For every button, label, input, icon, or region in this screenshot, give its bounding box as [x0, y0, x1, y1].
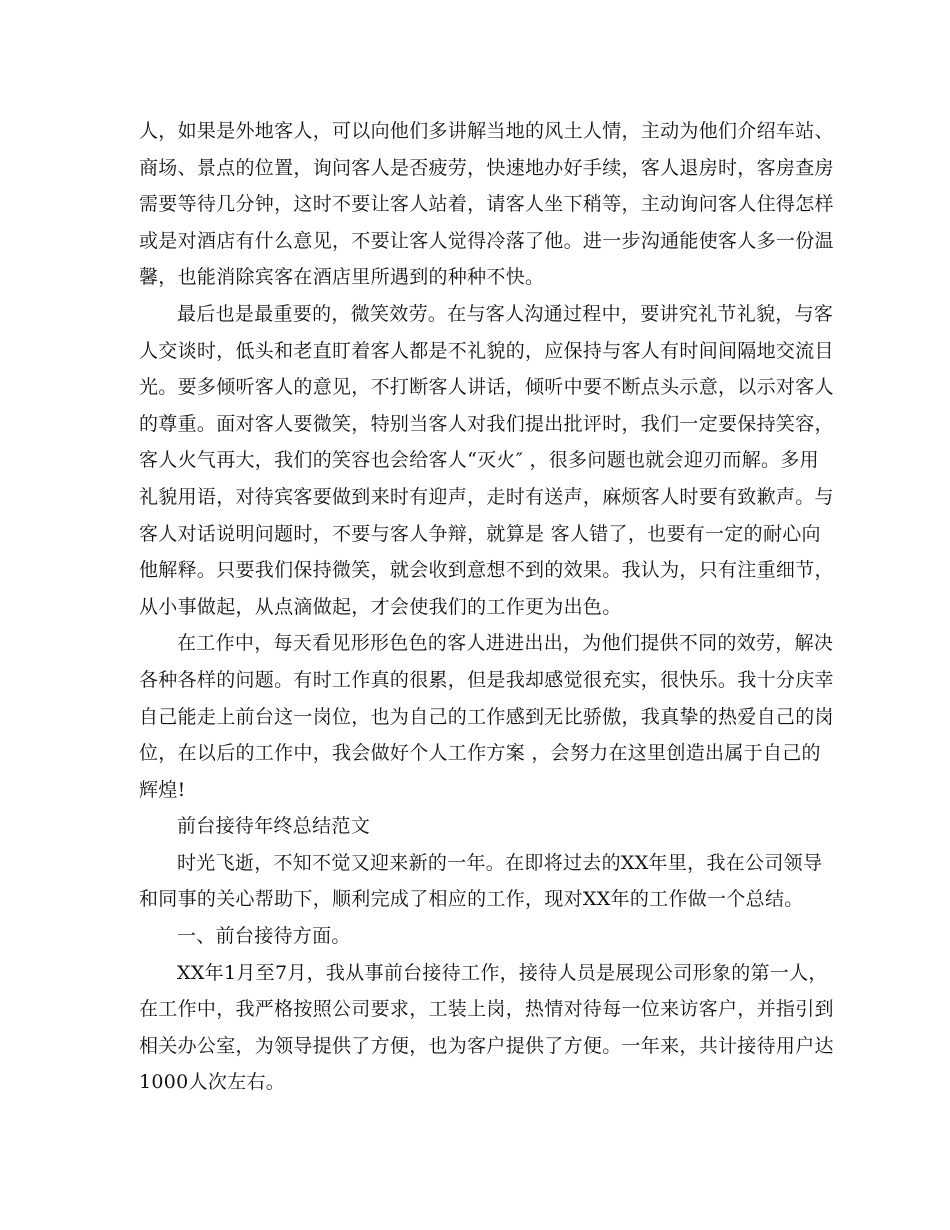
- text-line: 礼貌用语，对待宾客要做到来时有迎声，走时有送声，麻烦客人时要有致歉声。与: [139, 485, 834, 508]
- text-line: 位，在以后的工作中，我会做好个人工作方案 ，会努力在这里创造出属于自己的: [139, 742, 821, 765]
- text-line: 在工作中，我严格按照公司要求，工装上岗，热情对待每一位来访客户，并指引到: [139, 998, 834, 1021]
- text-line: 馨，也能消除宾客在酒店里所遇到的种种不快。: [139, 266, 545, 289]
- text-line: 相关办公室，为领导提供了方便，也为客户提供了方便。一年来，共计接待用户达: [139, 1034, 834, 1057]
- text-line: 时光飞逝，不知不觉又迎来新的一年。在即将过去的XX年里，我在公司领导: [177, 851, 823, 874]
- text-line: 的尊重。面对客人要微笑，特别当客人对我们提出批评时，我们一定要保持笑容，: [139, 412, 834, 435]
- text-line: 客人火气再大，我们的笑容也会给客人“灭火″ ，很多问题也就会迎刃而解。多用: [139, 449, 819, 472]
- text-line: 在工作中，每天看见形形色色的客人进进出出，为他们提供不同的效劳，解决: [177, 632, 834, 655]
- text-line: 客人对话说明问题时，不要与客人争辩，就算是 客人错了，也要有一定的耐心向: [139, 522, 821, 545]
- text-line: 光。要多倾听客人的意见，不打断客人讲话，倾听中要不断点头示意，以示对客人: [139, 376, 834, 399]
- text-line: 从小事做起，从点滴做起，才会使我们的工作更为出色。: [139, 595, 622, 618]
- text-line: 他解释。只要我们保持微笑，就会收到意想不到的效果。我认为，只有注重细节，: [139, 559, 834, 582]
- text-line: 人，如果是外地客人，可以向他们多讲解当地的风土人情，主动为他们介绍车站、: [139, 120, 834, 142]
- text-line: XX年1月至7月，我从事前台接待工作，接待人员是展现公司形象的第一人，: [177, 961, 828, 984]
- text-line: 自己能走上前台这一岗位，也为自己的工作感到无比骄傲，我真挚的热爱自己的岗: [139, 705, 834, 728]
- document-body: [139, 113, 834, 1101]
- text-line: 辉煌!: [139, 778, 186, 801]
- text-line: 1000人次左右。: [139, 1071, 286, 1094]
- text-line: 人交谈时，低头和老直盯着客人都是不礼貌的，应保持与客人有时间间隔地交流目: [139, 339, 834, 362]
- text-line: 一、前台接待方面。: [177, 925, 351, 948]
- text-line: 商场、景点的位置，询问客人是否疲劳，快速地办好手续，客人退房时，客房查房: [139, 156, 834, 179]
- text-line: 和同事的关心帮助下，顺利完成了相应的工作，现对XX年的工作做一个总结。: [139, 888, 804, 911]
- text-line: 需要等待几分钟，这时不要让客人站着，请客人坐下稍等，主动询问客人住得怎样: [139, 193, 834, 216]
- text-line: 最后也是最重要的，微笑效劳。在与客人沟通过程中，要讲究礼节礼貌，与客: [177, 302, 834, 325]
- text-line: 各种各样的问题。有时工作真的很累，但是我却感觉很充实，很快乐。我十分庆幸: [139, 668, 834, 691]
- text-line: 或是对酒店有什么意见，不要让客人觉得冷落了他。进一步沟通能使客人多一份温: [139, 229, 834, 252]
- text-line: 前台接待年终总结范文: [177, 815, 371, 838]
